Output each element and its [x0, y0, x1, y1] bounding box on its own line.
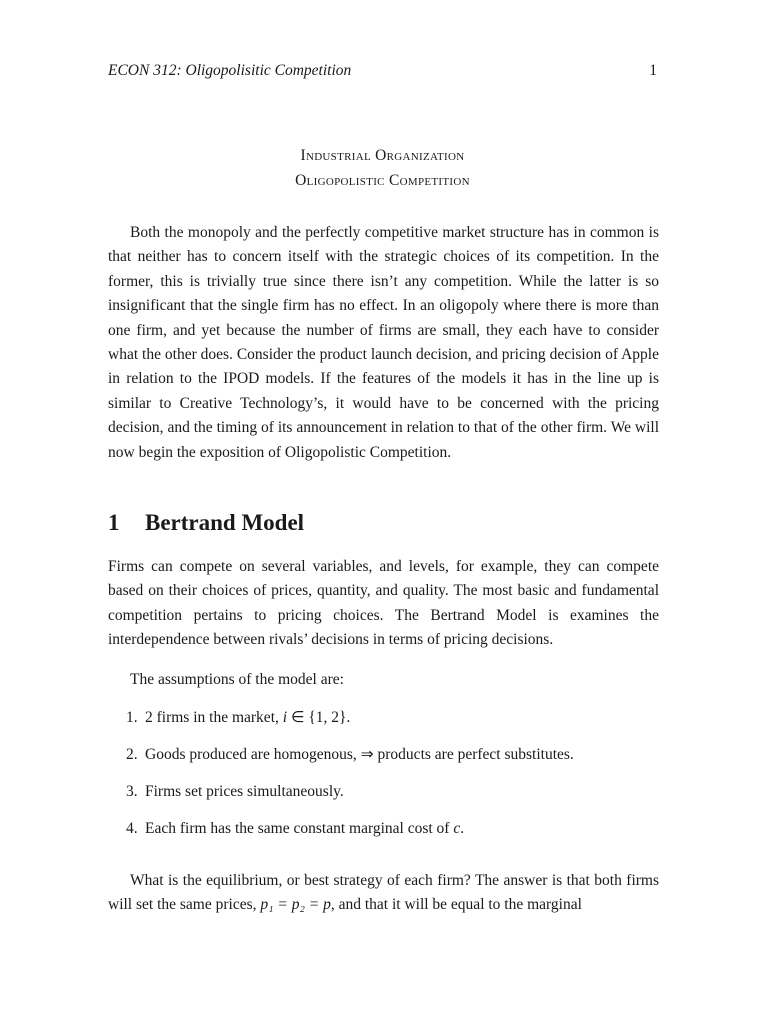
running-head-title: ECON 312: Oligopolisitic Competition	[108, 62, 352, 79]
list-item	[108, 706, 659, 743]
intro-paragraph: Both the monopoly and the perfectly competitive market structure has in common is that neither has to concern itself with the strategic choices of its competition. In the former, this is trivially true since there isn’t any competition. While the latter is so insignificant that the single firm has no effect. In an oligopoly where there is more than one firm, and yet because the number of firms are small, they each have to consider what the other does. Consider the product launch decision, and pricing decision of Apple in relation to the IPOD models. If the features of the models it has in the line up is similar to Creative Technology’s, it would have to be concerned with the pricing decision, and the timing of its announcement in relation to that of the other firm. We will now begin the exposition of Oligopolistic Competition.	[108, 224, 659, 461]
closing-text-after: , and that it will be equal to the marginal	[330, 896, 582, 914]
assumptions-intro: The assumptions of the model are:	[130, 671, 344, 688]
list-item-text: Each firm has the same constant marginal cost of	[145, 820, 454, 837]
page-number: 1	[649, 62, 657, 79]
title-line-2: Oligopolistic Competition	[295, 172, 470, 189]
list-item-number: 3.	[126, 783, 138, 800]
list-item	[108, 743, 659, 780]
title-line-1: Industrial Organization	[300, 147, 465, 164]
list-item-number: 4.	[126, 820, 138, 837]
list-item-text-after: .	[460, 820, 465, 837]
list-item-number: 2.	[126, 746, 138, 763]
list-item-text: 2 firms in the market,	[145, 709, 283, 726]
list-item	[108, 817, 659, 854]
list-item-text-after: ∈ {1, 2}.	[287, 709, 351, 726]
running-head	[108, 62, 657, 86]
closing-paragraph	[108, 869, 659, 918]
closing-math: p₁ = p₂ = p	[260, 896, 331, 914]
section-title: Bertrand Model	[145, 510, 305, 535]
list-item-math: c	[453, 820, 461, 837]
document-title	[108, 143, 657, 193]
section-paragraph: Firms can compete on several variables, and levels, for example, they can compete based on their choices of prices, quantity, and quality. The most basic and fundamental competition pertains to pricing choices. The Bertrand Model is examines the interdependence between rivals’ decisions in terms of pricing decisions.	[108, 558, 659, 649]
list-item-text: Firms set prices simultaneously.	[145, 783, 344, 800]
section-number: 1	[108, 510, 120, 535]
list-item-math: i	[282, 709, 288, 726]
list-item-number: 1.	[126, 709, 138, 726]
closing-text: What is the equilibrium, or best strategy of each firm? The answer is that both firms will set the same prices,	[108, 872, 659, 914]
list-item-text: Goods produced are homogenous, ⇒ products are perfect substitutes.	[145, 746, 574, 763]
section-heading	[108, 510, 304, 536]
assumptions-list	[108, 706, 659, 854]
list-item	[108, 780, 659, 817]
